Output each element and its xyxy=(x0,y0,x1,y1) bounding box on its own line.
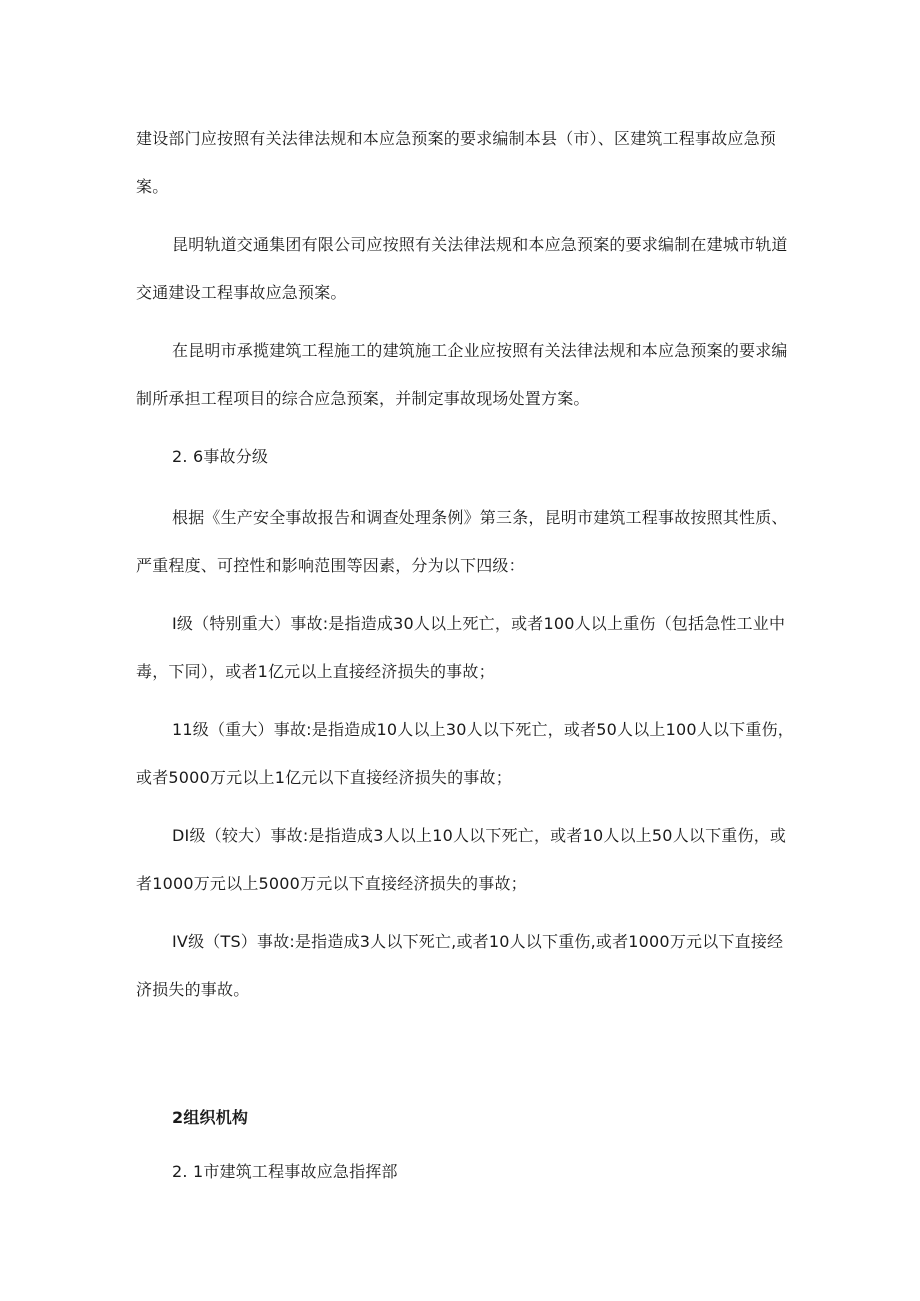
paragraph-level-3: DI级（较大）事故:是指造成3人以上10人以下死亡，或者10人以上50人以下重伤，或者1000万元以上5000万元以下直接经济损失的事故； xyxy=(136,826,787,893)
paragraph-metro-plan: 昆明轨道交通集团有限公司应按照有关法律法规和本应急预案的要求编制在建城市轨道交通建设工程事故应急预案。 xyxy=(136,235,788,302)
paragraph-grading-basis: 根据《生产安全事故报告和调查处理条例》第三条，昆明市建筑工程事故按照其性质、严重程度、可控性和影响范围等因素，分为以下四级： xyxy=(136,508,788,575)
chapter-heading-organization: 2组织机构 xyxy=(172,1108,249,1127)
section-heading-accident-grading: 2. 6事故分级 xyxy=(172,447,269,466)
paragraph-level-4: IV级（TS）事故:是指造成3人以下死亡,或者10人以下重伤,或者1000万元以下直接经济损失的事故。 xyxy=(136,932,784,999)
paragraph-level-2: 11级（重大）事故:是指造成10人以上30人以下死亡，或者50人以上100人以下重伤，或者5000万元以上1亿元以下直接经济损失的事故； xyxy=(136,720,794,787)
paragraph-county-plan: 建设部门应按照有关法律法规和本应急预案的要求编制本县（市）、区建筑工程事故应急预案。 xyxy=(136,129,777,196)
paragraph-contractor-plan: 在昆明市承揽建筑工程施工的建筑施工企业应按照有关法律法规和本应急预案的要求编制所承担工程项目的综合应急预案，并制定事故现场处置方案。 xyxy=(136,341,788,408)
paragraph-level-1: I级（特别重大）事故:是指造成30人以上死亡，或者100人以上重伤（包括急性工业中毒，下同），或者1亿元以上直接经济损失的事故； xyxy=(136,614,786,681)
section-heading-command-center: 2. 1市建筑工程事故应急指挥部 xyxy=(172,1162,398,1181)
